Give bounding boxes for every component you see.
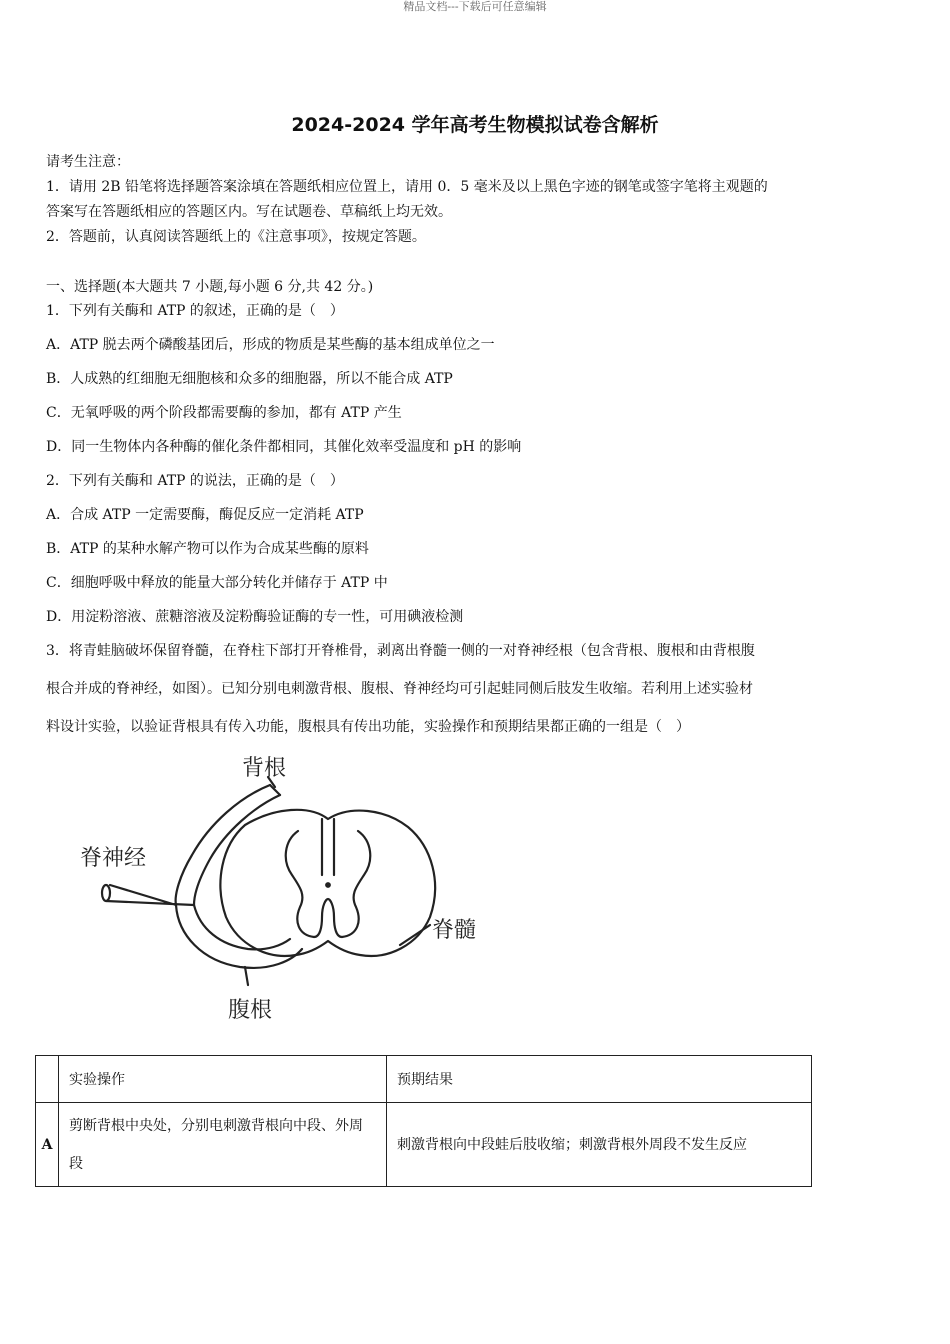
table-header-cell: 预期结果 — [387, 1056, 812, 1103]
option-d: D．用淀粉溶液、蔗糖溶液及淀粉酶验证酶的专一性，可用碘液检测 — [46, 609, 464, 625]
operation-cell: 剪断背根中央处，分别电刺激背根向中段、外周段 — [59, 1103, 387, 1187]
table-header-cell: 实验操作 — [59, 1056, 387, 1103]
dorsal-root-inner — [194, 795, 280, 905]
question-stem-line: 料设计实验，以验证背根具有传入功能，腹根具有传出功能，实验操作和预期结果都正确的一组是（ ） — [46, 719, 690, 735]
spinal-cord-label: 脊髓 — [432, 918, 477, 943]
dorsal-root-outer — [176, 785, 270, 905]
option-d: D．同一生物体内各种酶的催化条件都相同，其催化效率受温度和 pH 的影响 — [46, 439, 522, 455]
question-stem: 1．下列有关酶和 ATP 的叙述，正确的是（ ） — [46, 303, 344, 319]
table-row — [36, 1103, 812, 1187]
ventral-root-inner — [194, 905, 290, 949]
notice-item: 2．答题前，认真阅读答题纸上的《注意事项》，按规定答题。 — [46, 229, 426, 245]
notice-block — [46, 150, 906, 250]
option-b: B．ATP 的某种水解产物可以作为合成某些酶的原料 — [46, 541, 369, 557]
dorsal-sulcus — [322, 819, 334, 875]
question-2 — [46, 464, 906, 634]
section-heading: 一、选择题(本大题共 7 小题,每小题 6 分,共 42 分。) — [46, 279, 374, 295]
option-key: A — [36, 1103, 59, 1187]
question-stem-line: 根合并成的脊神经，如图）。已知分别电刺激背根、腹根、脊神经均可引起蛙同侧后肢发生收缩。若利用上述实验材 — [46, 681, 753, 697]
spinal-nerve-label: 脊神经 — [80, 846, 147, 871]
option-a: A．ATP 脱去两个磷酸基团后，形成的物质是某些酶的基本组成单位之一 — [46, 337, 495, 353]
notice-item: 1．请用 2B 铅笔将选择题答案涂填在答题纸相应位置上，请用 0．5 毫米及以上黑色字迹的钢笔或签字笔将主观题的 — [46, 179, 768, 195]
question-stem: 2．下列有关酶和 ATP 的说法，正确的是（ ） — [46, 473, 344, 489]
option-b: B．人成熟的红细胞无细胞核和众多的细胞器，所以不能合成 ATP — [46, 371, 453, 387]
question-3 — [46, 632, 906, 746]
spinal-cord-diagram — [70, 745, 510, 1035]
central-canal — [326, 883, 330, 887]
option-a: A．合成 ATP 一定需要酶，酶促反应一定消耗 ATP — [46, 507, 364, 523]
table-header-row — [36, 1056, 812, 1103]
option-c: C．细胞呼吸中释放的能量大部分转化并储存于 ATP 中 — [46, 575, 388, 591]
result-cell: 刺激背根向中段蛙后肢收缩；刺激背根外周段不发生反应 — [387, 1103, 812, 1187]
answer-table — [35, 1055, 812, 1187]
spinal-cord-leader — [400, 925, 430, 945]
dorsal-root-label: 背根 — [242, 756, 287, 781]
notice-item: 答案写在答题纸相应的答题区内。写在试题卷、草稿纸上均无效。 — [46, 204, 452, 220]
table-header-cell — [36, 1056, 59, 1103]
notice-heading: 请考生注意： — [46, 154, 130, 170]
spinal-nerve-end — [102, 885, 110, 901]
ventral-root-leader — [245, 967, 248, 985]
spinal-nerve — [106, 885, 194, 905]
page-header: 精品文档---下载后可任意编辑 — [403, 0, 547, 13]
document-title: 2024-2024 学年高考生物模拟试卷含解析 — [291, 114, 659, 136]
question-1 — [46, 294, 906, 464]
question-stem-line: 3．将青蛙脑破坏保留脊髓，在脊柱下部打开脊椎骨，剥离出脊髓一侧的一对脊神经根（包含背根、腹根和由背根腹 — [46, 643, 755, 659]
option-c: C．无氧呼吸的两个阶段都需要酶的参加，都有 ATP 产生 — [46, 405, 402, 421]
ventral-root-label: 腹根 — [228, 998, 273, 1023]
